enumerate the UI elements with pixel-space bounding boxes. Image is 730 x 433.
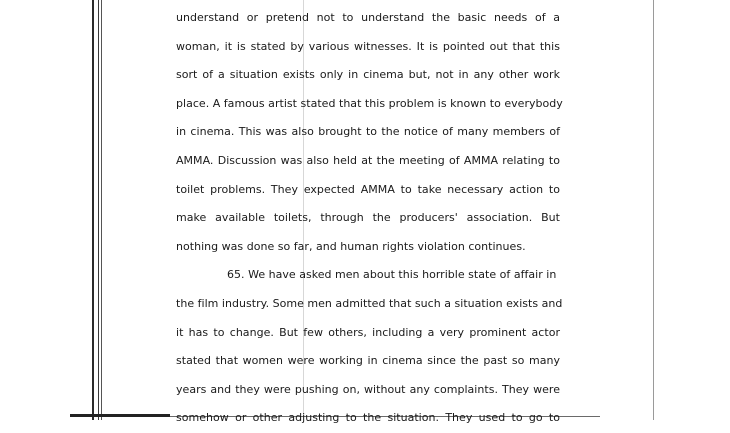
document-body bbox=[176, 4, 563, 433]
text-line: woman, it is stated by various witnesses. It is pointed out that this bbox=[176, 39, 560, 53]
paragraph-start-line: 65. We have asked men about this horrible state of affair in bbox=[227, 268, 557, 282]
text-line: years and they were pushing on, without any complaints. They were bbox=[176, 382, 560, 396]
scan-edge-line bbox=[101, 0, 102, 420]
scan-edge-line bbox=[92, 0, 94, 420]
text-line: somehow or other adjusting to the situation. They used to go to bbox=[176, 411, 560, 425]
text-line: toilet problems. They expected AMMA to take necessary action to bbox=[176, 182, 560, 196]
text-line: AMMA. Discussion was also held at the meeting of AMMA relating to bbox=[176, 153, 560, 167]
scan-edge-line bbox=[653, 0, 654, 420]
text-line: stated that women were working in cinema since the past so many bbox=[176, 354, 560, 368]
text-line: place. A famous artist stated that this problem is known to everybody bbox=[176, 96, 563, 110]
text-line: it has to change. But few others, including a very prominent actor bbox=[176, 325, 560, 339]
text-line: the film industry. Some men admitted that such a situation exists and bbox=[176, 296, 563, 310]
scan-bottom-edge bbox=[70, 414, 170, 417]
text-line: understand or pretend not to understand the basic needs of a bbox=[176, 11, 560, 24]
text-line: nothing was done so far, and human rights violation continues. bbox=[176, 239, 526, 253]
text-line: sort of a situation exists only in cinema but, not in any other work bbox=[176, 68, 560, 82]
text-line: make available toilets, through the producers' association. But bbox=[176, 211, 560, 225]
text-line: in cinema. This was also brought to the notice of many members of bbox=[176, 125, 560, 139]
scan-edge-line bbox=[98, 0, 99, 420]
